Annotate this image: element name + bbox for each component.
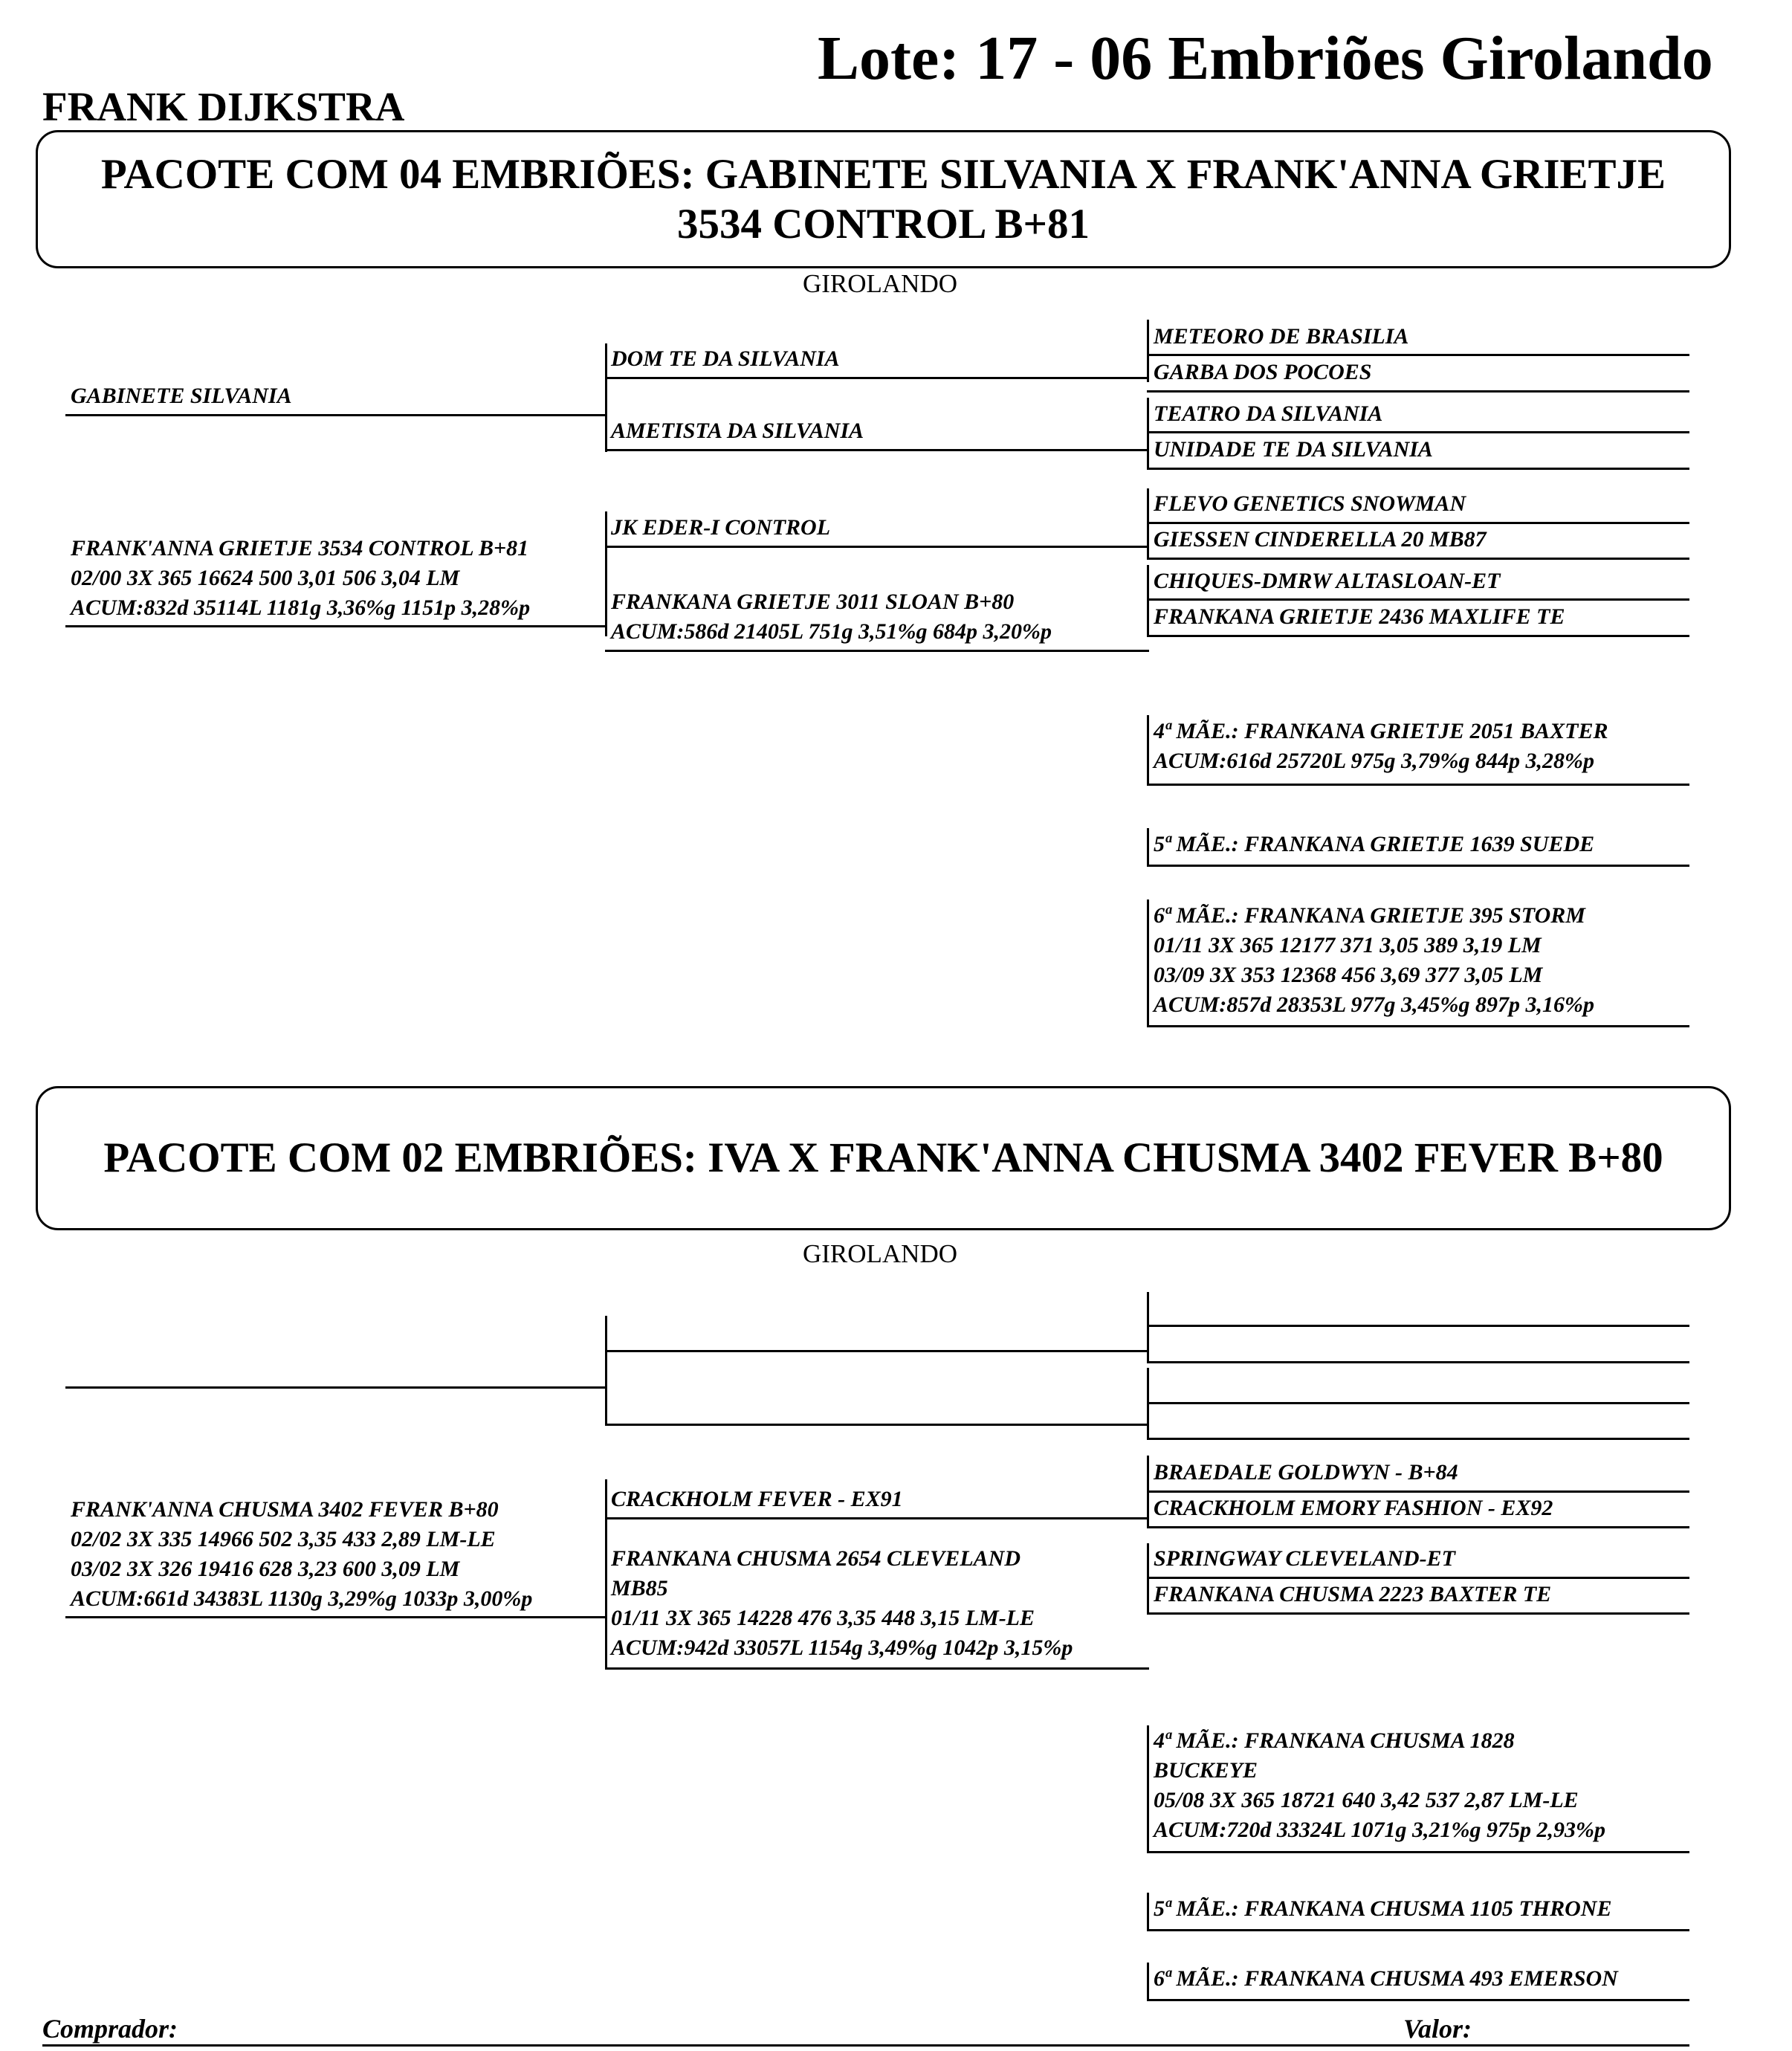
dam-bracket <box>605 511 607 636</box>
fifth-dam-name: 5ª MÃE.: FRANKANA GRIETJE 1639 SUEDE <box>1154 832 1595 856</box>
sire-sire-dam-name: GARBA DOS POCOES <box>1154 360 1372 384</box>
sire-sire-bracket-blank <box>1147 1292 1149 1363</box>
sixth-dam-line-2 <box>1147 1999 1689 2001</box>
sire-sire-name: DOM TE DA SILVANIA <box>611 346 840 371</box>
sixth-dam-line <box>1147 1025 1689 1027</box>
fourth-dam-2-record-1: 05/08 3X 365 18721 640 3,42 537 2,87 LM-LE <box>1154 1788 1579 1812</box>
dam-dam-name-2: FRANKANA CHUSMA 2654 CLEVELAND <box>611 1546 1020 1571</box>
dam-record-2: ACUM:832d 35114L 1181g 3,36%g 1151p 3,28%p <box>71 595 531 620</box>
sire-dam-sire-name: TEATRO DA SILVANIA <box>1154 401 1383 426</box>
package-2-breed: GIROLANDO <box>802 1239 958 1268</box>
sire-line-blank <box>65 1386 607 1389</box>
dam-dam-dam-line <box>1147 635 1689 637</box>
seller-name: FRANK DIJKSTRA <box>42 84 405 129</box>
fourth-dam-bracket-2 <box>1147 1725 1149 1853</box>
dam-sire-name-2: CRACKHOLM FEVER - EX91 <box>611 1487 903 1511</box>
footer-rule <box>42 2044 1689 2047</box>
sixth-dam-record-3: ACUM:857d 28353L 977g 3,45%g 897p 3,16%p <box>1154 992 1595 1017</box>
sixth-dam-name-2: 6ª MÃE.: FRANKANA CHUSMA 493 EMERSON <box>1154 1966 1618 1991</box>
dam-bracket-2 <box>605 1479 607 1670</box>
fourth-dam-line <box>1147 784 1689 786</box>
dam-line-2 <box>65 1616 607 1618</box>
sire-line <box>65 414 607 416</box>
dam-sire-dam-name: GIESSEN CINDERELLA 20 MB87 <box>1154 527 1487 552</box>
fourth-dam-2-line-2: BUCKEYE <box>1154 1758 1258 1783</box>
sire-sire-bracket <box>1147 320 1149 382</box>
value-label: Valor: <box>1403 2014 1472 2044</box>
dam-2-record-3: ACUM:661d 34383L 1130g 3,29%g 1033p 3,00%p <box>71 1586 533 1611</box>
dam-sire-sire-name: FLEVO GENETICS SNOWMAN <box>1154 491 1466 516</box>
sire-dam-line <box>605 449 1149 451</box>
fourth-dam-record-1: ACUM:616d 25720L 975g 3,79%g 844p 3,28%p <box>1154 749 1595 773</box>
sixth-dam-name: 6ª MÃE.: FRANKANA GRIETJE 395 STORM <box>1154 903 1585 928</box>
dam-line <box>65 625 607 627</box>
sire-dam-line-blank <box>605 1424 1149 1426</box>
sixth-dam-bracket <box>1147 899 1149 1027</box>
dam-name: FRANK'ANNA GRIETJE 3534 CONTROL B+81 <box>71 536 529 561</box>
package-1-title-line-1: PACOTE COM 04 EMBRIÕES: GABINETE SILVANIA X FRANK'ANNA GRIETJE <box>100 150 1666 198</box>
sire-bracket <box>605 343 607 452</box>
fourth-dam-2-record-2: ACUM:720d 33324L 1071g 3,21%g 975p 2,93%p <box>1154 1818 1606 1842</box>
dam-sire-bracket <box>1147 488 1149 560</box>
fifth-dam-line-2 <box>1147 1929 1689 1931</box>
dam-sire-name: JK EDER-I CONTROL <box>611 515 831 540</box>
sixth-dam-record-2: 03/09 3X 353 12368 456 3,69 377 3,05 LM <box>1154 963 1543 987</box>
dam-dam-2-record-2: 01/11 3X 365 14228 476 3,35 448 3,15 LM-LE <box>611 1606 1035 1630</box>
dam-record-1: 02/00 3X 365 16624 500 3,01 506 3,04 LM <box>71 566 460 590</box>
dam-dam-name: FRANKANA GRIETJE 3011 SLOAN B+80 <box>611 590 1015 614</box>
dam-2-record-1: 02/02 3X 335 14966 502 3,35 433 2,89 LM-LE <box>71 1527 496 1551</box>
dam-dam-2-record-1: MB85 <box>611 1576 668 1601</box>
fourth-dam-bracket <box>1147 715 1149 785</box>
sire-name: GABINETE SILVANIA <box>71 384 292 408</box>
dam-dam-record-1: ACUM:586d 21405L 751g 3,51%g 684p 3,20%p <box>611 619 1052 644</box>
sire-dam-sire-line-blank <box>1147 1402 1689 1404</box>
sixth-dam-record-1: 01/11 3X 365 12177 371 3,05 389 3,19 LM <box>1154 933 1542 957</box>
fifth-dam-line <box>1147 865 1689 867</box>
sixth-dam-bracket-2 <box>1147 1963 1149 2001</box>
dam-dam-bracket <box>1147 565 1149 636</box>
dam-sire-sire-name-2: BRAEDALE GOLDWYN - B+84 <box>1154 1460 1458 1485</box>
dam-dam-block-2 <box>611 1544 1073 1663</box>
sire-dam-sire-line <box>1147 431 1689 433</box>
sire-dam-dam-name: UNIDADE TE DA SILVANIA <box>1154 437 1433 462</box>
package-2-title-box <box>36 1086 1731 1230</box>
dam-dam-sire-name-2: SPRINGWAY CLEVELAND-ET <box>1154 1546 1455 1571</box>
sire-sire-dam-line <box>1147 390 1689 393</box>
lot-title: Lote: 17 - 06 Embriões Girolando <box>818 24 1713 93</box>
dam-dam-sire-line <box>1147 598 1689 601</box>
sire-bracket-blank <box>605 1316 607 1426</box>
fifth-dam-name-2: 5ª MÃE.: FRANKANA CHUSMA 1105 THRONE <box>1154 1896 1612 1921</box>
package-1-breed: GIROLANDO <box>802 269 958 298</box>
dam-dam-block <box>611 587 1052 647</box>
dam-dam-dam-line-2 <box>1147 1612 1689 1615</box>
sire-sire-sire-line-blank <box>1147 1325 1689 1327</box>
sire-sire-sire-line <box>1147 354 1689 356</box>
sire-dam-dam-line-blank <box>1147 1438 1689 1440</box>
sire-sire-line <box>605 377 1149 379</box>
dam-sire-sire-line-2 <box>1147 1490 1689 1493</box>
package-2-title: PACOTE COM 02 EMBRIÕES: IVA X FRANK'ANNA CHUSMA 3402 FEVER B+80 <box>103 1134 1663 1182</box>
buyer-label: Comprador: <box>42 2014 178 2044</box>
fourth-dam-name-2: 4ª MÃE.: FRANKANA CHUSMA 1828 <box>1154 1728 1515 1753</box>
sire-dam-dam-line <box>1147 468 1689 470</box>
dam-name-2: FRANK'ANNA CHUSMA 3402 FEVER B+80 <box>71 1497 499 1522</box>
fourth-dam-line-2 <box>1147 1851 1689 1853</box>
fourth-dam-name: 4ª MÃE.: FRANKANA GRIETJE 2051 BAXTER <box>1154 719 1608 743</box>
fifth-dam-bracket <box>1147 828 1149 867</box>
dam-dam-dam-name-2: FRANKANA CHUSMA 2223 BAXTER TE <box>1154 1582 1552 1606</box>
sire-sire-dam-line-blank <box>1147 1361 1689 1363</box>
dam-sire-dam-line <box>1147 558 1689 560</box>
dam-block-2 <box>71 1495 532 1614</box>
sire-sire-line-blank <box>605 1350 1149 1352</box>
dam-dam-2-record-3: ACUM:942d 33057L 1154g 3,49%g 1042p 3,15%p <box>611 1635 1073 1660</box>
dam-sire-line <box>605 546 1149 548</box>
sire-dam-bracket <box>1147 398 1149 469</box>
fourth-dam-block-2 <box>1154 1726 1605 1845</box>
package-1-title-box <box>36 130 1731 268</box>
dam-2-record-2: 03/02 3X 326 19416 628 3,23 600 3,09 LM <box>71 1557 460 1581</box>
dam-sire-dam-name-2: CRACKHOLM EMORY FASHION - EX92 <box>1154 1496 1553 1520</box>
dam-dam-dam-name: FRANKANA GRIETJE 2436 MAXLIFE TE <box>1154 604 1565 629</box>
sire-dam-name: AMETISTA DA SILVANIA <box>611 419 864 443</box>
dam-dam-line <box>605 650 1149 652</box>
sixth-dam-block <box>1154 901 1594 1020</box>
dam-dam-sire-line-2 <box>1147 1577 1689 1579</box>
sire-sire-sire-name: METEORO DE BRASILIA <box>1154 324 1409 349</box>
fifth-dam-bracket-2 <box>1147 1893 1149 1931</box>
package-1-title-line-2: 3534 CONTROL B+81 <box>676 201 1090 248</box>
fourth-dam-block <box>1154 717 1608 776</box>
dam-sire-dam-line-2 <box>1147 1526 1689 1528</box>
dam-sire-sire-line <box>1147 522 1689 524</box>
dam-dam-line-2 <box>605 1667 1149 1670</box>
dam-block <box>71 534 530 623</box>
dam-dam-sire-name: CHIQUES-DMRW ALTASLOAN-ET <box>1154 569 1501 593</box>
dam-sire-line-2 <box>605 1517 1149 1519</box>
